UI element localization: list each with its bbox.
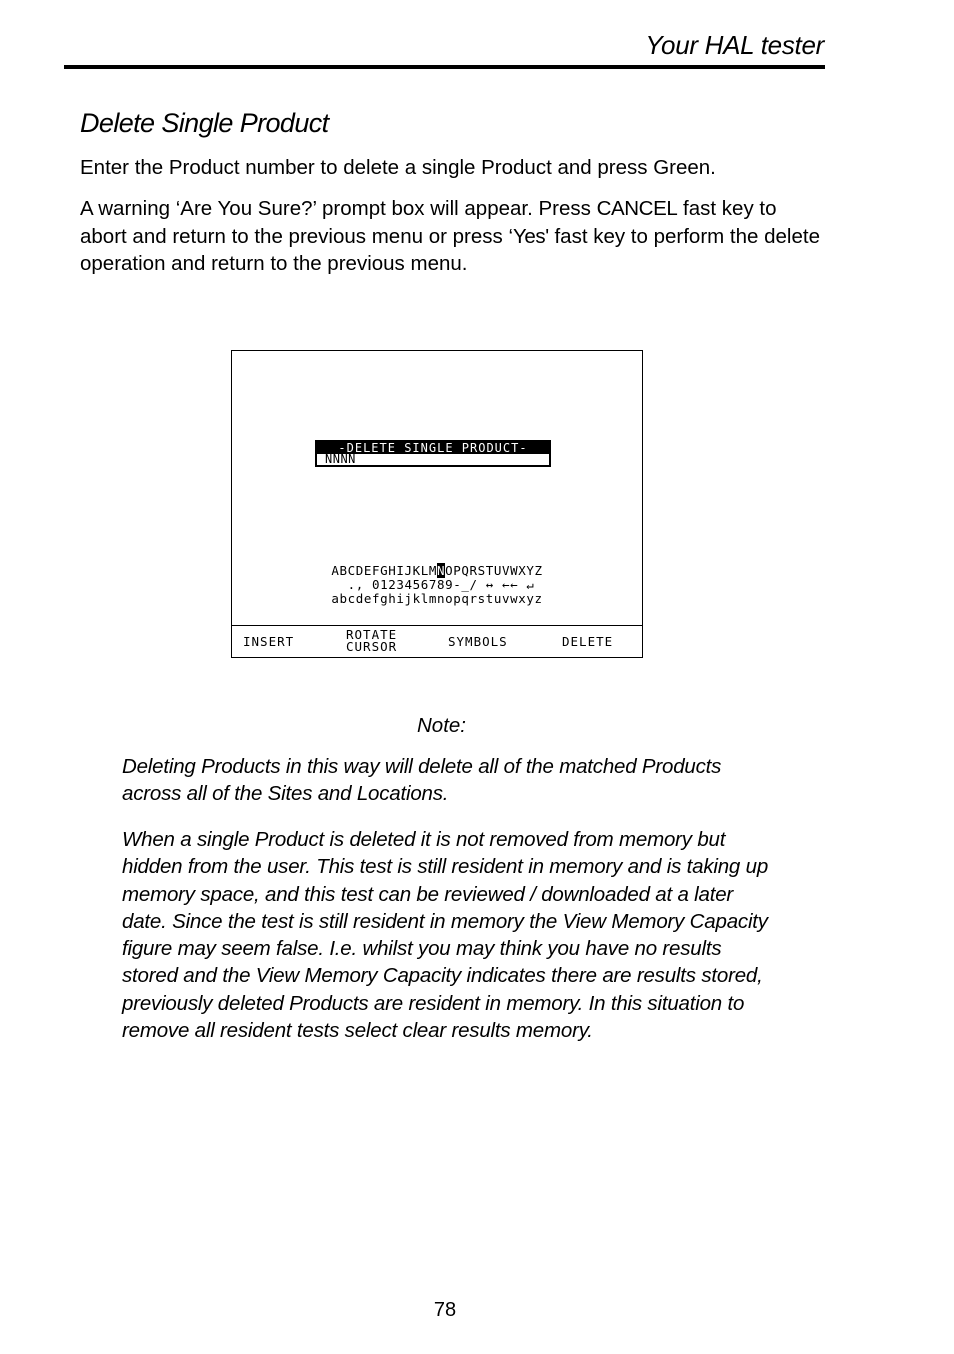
rotate-label: ROTATE xyxy=(346,627,398,642)
note-paragraph-2: When a single Product is deleted it is not removed from memory but hidden from the user. This test is still resident in memory and is taking up memory space, and this test can be reviewed / downloaded at a later date. Since the test is still resident in memory the View Memory Capacity figure may seem false. I.e. whilst you may think you have no results stored and the View Memory Capacity indicates there are results stored, previously deleted Products are resident in memory. In this situation to remove all resident tests select clear results memory. xyxy=(122,828,769,1043)
charset-lowercase[interactable]: abcdefghijklmnopqrstuvwxyz xyxy=(331,591,543,606)
rotate-cursor-button[interactable] xyxy=(346,629,397,653)
charset-symbols[interactable]: ., 0123456789-_/ ↔ ←← ↵ xyxy=(339,577,535,592)
charset-upper-after: OPQRSTUVWXYZ xyxy=(445,563,543,578)
insert-button[interactable]: INSERT xyxy=(243,634,295,649)
section-title: Delete Single Product xyxy=(80,108,329,138)
page-number: 78 xyxy=(433,1299,457,1321)
symbols-button[interactable]: SYMBOLS xyxy=(448,634,508,649)
note-paragraph-1: Deleting Products in this way will delete all of the matched Products across all of the Sites and Locations. xyxy=(122,755,722,806)
function-key-bar xyxy=(232,625,642,657)
header-rule xyxy=(64,65,825,69)
cancel-key-label: CANCEL xyxy=(596,197,678,220)
note-label: Note: xyxy=(417,714,466,737)
warning-text-3: fast key to perform the delete operation and return to the previous menu. xyxy=(80,224,820,275)
warning-paragraph xyxy=(80,195,820,278)
device-screen xyxy=(231,350,643,658)
yes-key-label: Yes' xyxy=(513,224,549,248)
delete-product-dialog xyxy=(315,440,551,467)
header-title: Your HAL tester xyxy=(645,30,824,60)
warning-text-2: fast key to abort and return to the previous menu or press ‘ xyxy=(80,197,777,248)
product-number-input[interactable]: NNNN xyxy=(325,452,356,466)
dialog-title: -DELETE SINGLE PRODUCT- xyxy=(317,442,549,454)
charset-cursor[interactable]: N xyxy=(436,563,446,578)
cursor-label: CURSOR xyxy=(346,639,398,654)
charset-uppercase[interactable] xyxy=(232,564,642,578)
instruction-paragraph: Enter the Product number to delete a single Product and press Green. xyxy=(80,156,716,179)
warning-text-1: A warning ‘Are You Sure?’ prompt box will appear. Press xyxy=(80,197,597,220)
delete-button[interactable]: DELETE xyxy=(562,634,614,649)
charset-upper-before: ABCDEFGHIJKLM xyxy=(331,563,437,578)
